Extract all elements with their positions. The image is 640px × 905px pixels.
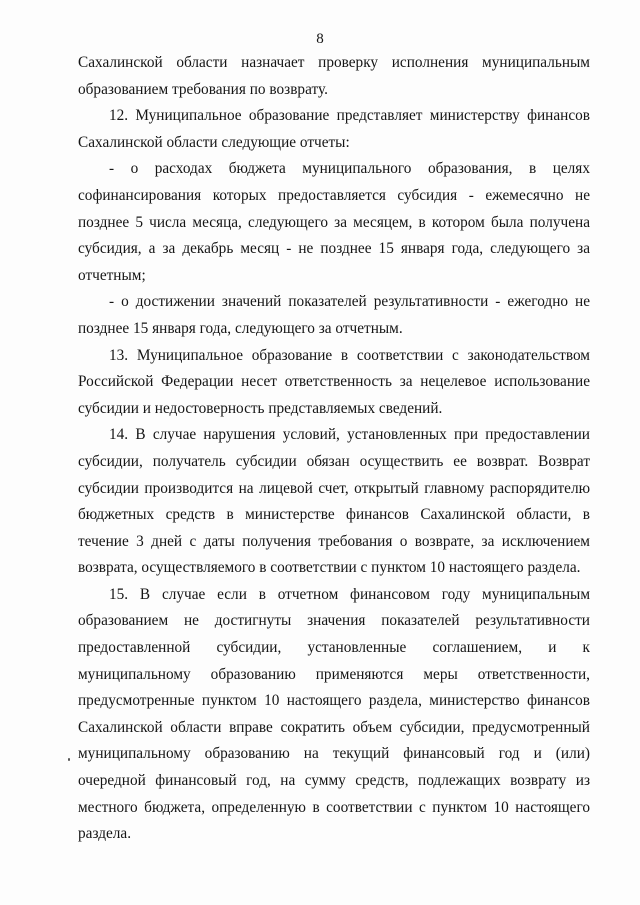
document-body (78, 50, 590, 848)
paragraph-report-expenses: - о расходах бюджета муниципального образования, в целях софинансирования которых предоставляется субсидия - ежемесячно не позднее 5 числа месяца, следующего за месяцем, в котором была получена субсидия, а за декабрь месяц - не позднее 15 января года, следующего за отчетным; (78, 160, 590, 284)
paragraph-item-13: 13. Муниципальное образование в соответствии с законодательством Российской Федерации несет ответственность за нецелевое использование субсидии и недостоверность представляемых сведений. (78, 346, 590, 417)
paragraph-item-15: 15. В случае если в отчетном финансовом году муниципальным образованием не достигнуты значения показателей результативности предоставленной субсидии, установленные соглашением, и к муниципальному образованию применяются меры ответственности, предусмотренные пунктом 10 настоящего раздела, министерство финансов Сахалинской области вправе сократить объем субсидии, предусмотренный муниципальному образованию на текущий финансовый год и (или) очередной финансовый год, на сумму средств, подлежащих возврату из местного бюджета, определенную в соответствии с пунктом 10 настоящего раздела. (78, 585, 590, 843)
paragraph-item-12: 12. Муниципальное образование представляет министерству финансов Сахалинской области следующие отчеты: (78, 107, 590, 151)
paragraph-report-indicators: - о достижении значений показателей результативности - ежегодно не позднее 15 января года, следующего за отчетным. (78, 293, 590, 337)
scan-speck (68, 758, 70, 761)
paragraph-continuation: Сахалинской области назначает проверку исполнения муниципальным образованием требования по возврату. (78, 54, 590, 98)
paragraph-item-14: 14. В случае нарушения условий, установленных при предоставлении субсидии, получатель субсидии обязан осуществить ее возврат. Возврат субсидии производится на лицевой счет, открытый главному распорядителю бюджетных средств в министерстве финансов Сахалинской области, в течение 3 дней с даты получения требования о возврате, за исключением возврата, осуществляемого в соответствии с пунктом 10 настоящего раздела. (78, 426, 590, 577)
page-number: 8 (316, 31, 324, 47)
